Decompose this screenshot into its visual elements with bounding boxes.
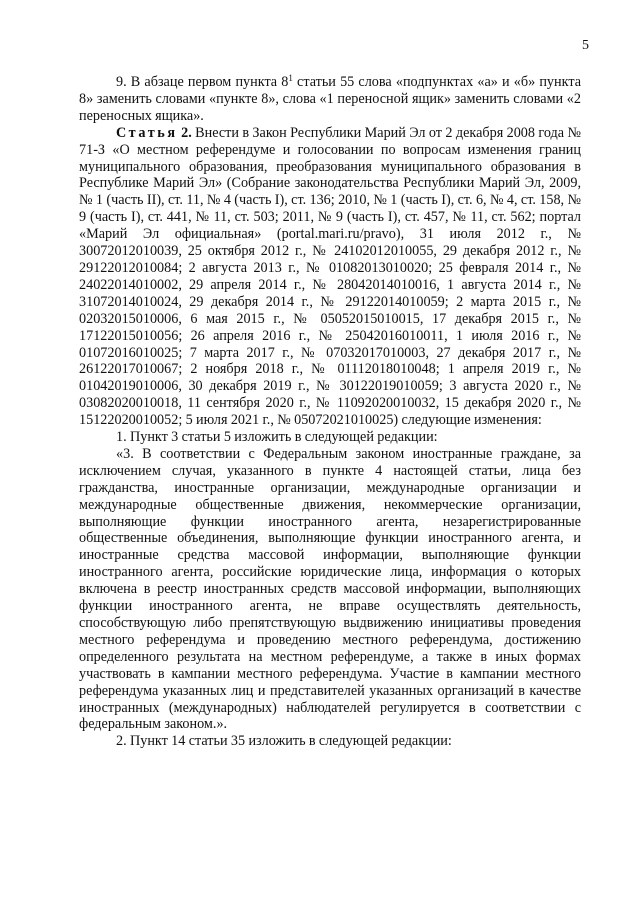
point-2-paragraph: 2. Пункт 14 статьи 35 изложить в следующей редакции: xyxy=(116,733,452,750)
article-2-text: Внести в Закон Республики Марий Эл от 2 декабря 2008 года № 71-З «О местном референдуме и голосовании по вопросам изменения границ муниципального образования, преобразования муниципального образования в Республике Марий Эл» (Собрание законодательства Республики Марий Эл, 2009, № 1 (часть II), ст. 11, № 4 (часть I), ст. 136; 2010, № 1 (часть I), ст. 6, № 4, ст. 158, № 9 (часть I), ст. 441, № 11, ст. 503; 2011, № 9 (часть I), ст. 457, № 11, ст. 562; портал «Марий Эл официальная» (portal.mari.ru/pravo), 31 июля 2012 г., № 30072012010039, 25 октября 2012 г., № 24102012010055, 29 декабря 2012 г., № 29122012010084; 2 августа 2013 г., № 01082013010020; 25 февраля 2014 г., № 24022014010002, 29 апреля 2014 г., № 28042014010016, 1 августа 2014 г., № 31072014010024, 29 декабря 2014 г., № 29122014010059; 2 марта 2015 г., № 02032015010006, 6 мая 2015 г., № 05052015010015, 17 декабря 2015 г., № 17122015010056; 26 апреля 2016 г., № 25042016010011, 1 июля 2016 г., № 01072016010025; 7 марта 2017 г., № 07032017010003, 27 декабря 2017 г., № 26122017010067; 2 ноября 2018 г., № 01112018010048; 1 апреля 2019 г., № 01042019010006, 30 декабря 2019 г., № 30122019010059; 3 августа 2020 г., № 03082020010018, 11 сентября 2020 г., № 11092020010032, 15 декабря 2020 г., № 15122020010052; 5 июля 2021 г., № 05072021010025) следующие изменения: xyxy=(79,124,581,429)
quoted-clause-3: «3. В соответствии с Федеральным законом иностранные граждане, за исключением случая, указанного в пункте 4 настоящей статьи, лица без гражданства, иностранные организации, международные организации и международные общественные движения, некоммерческие организации, выполняющие функции иностранного агента, незарегистрированные общественные объединения, выполняющие функции иностранного агента, и иностранные средства массовой информации, выполняющие функции иностранного агента, российские юридические лица, информация о которых включена в реестр иностранных средств массовой информации, выполняющих функции иностранного агента, не вправе осуществлять деятельность, способствующую либо препятствующую выдвижению инициативы проведения местного референдума и проведению местного референдума, достижению определенного результата на местном референдуме, а также в иных формах участвовать в кампании местного референдума. Участие в кампании местного референдума указанных лиц и представителей указанных организаций в качестве иностранных (международных) наблюдателей регулируется в соответствии с федеральным законом.». xyxy=(79,445,581,733)
point-1-paragraph: 1. Пункт 3 статьи 5 изложить в следующей редакции: xyxy=(116,429,438,446)
article-2-label: Статья xyxy=(116,124,178,141)
article-2-paragraph xyxy=(79,125,581,429)
article-2-number: 2. xyxy=(181,124,192,141)
amendment-item-9 xyxy=(79,74,581,125)
item-9-superscript: 1 xyxy=(288,73,293,83)
item-9-text-start: 9. В абзаце первом пункта 8 xyxy=(116,74,289,90)
page-number: 5 xyxy=(582,38,589,53)
document-body xyxy=(79,74,581,750)
item-9-text-end: статьи 55 слова «подпунктах «а» и «б» пункта 8» заменить словами «пункте 8», слова «1 переносной ящик» заменить словами «2 переносных ящика». xyxy=(79,74,581,124)
